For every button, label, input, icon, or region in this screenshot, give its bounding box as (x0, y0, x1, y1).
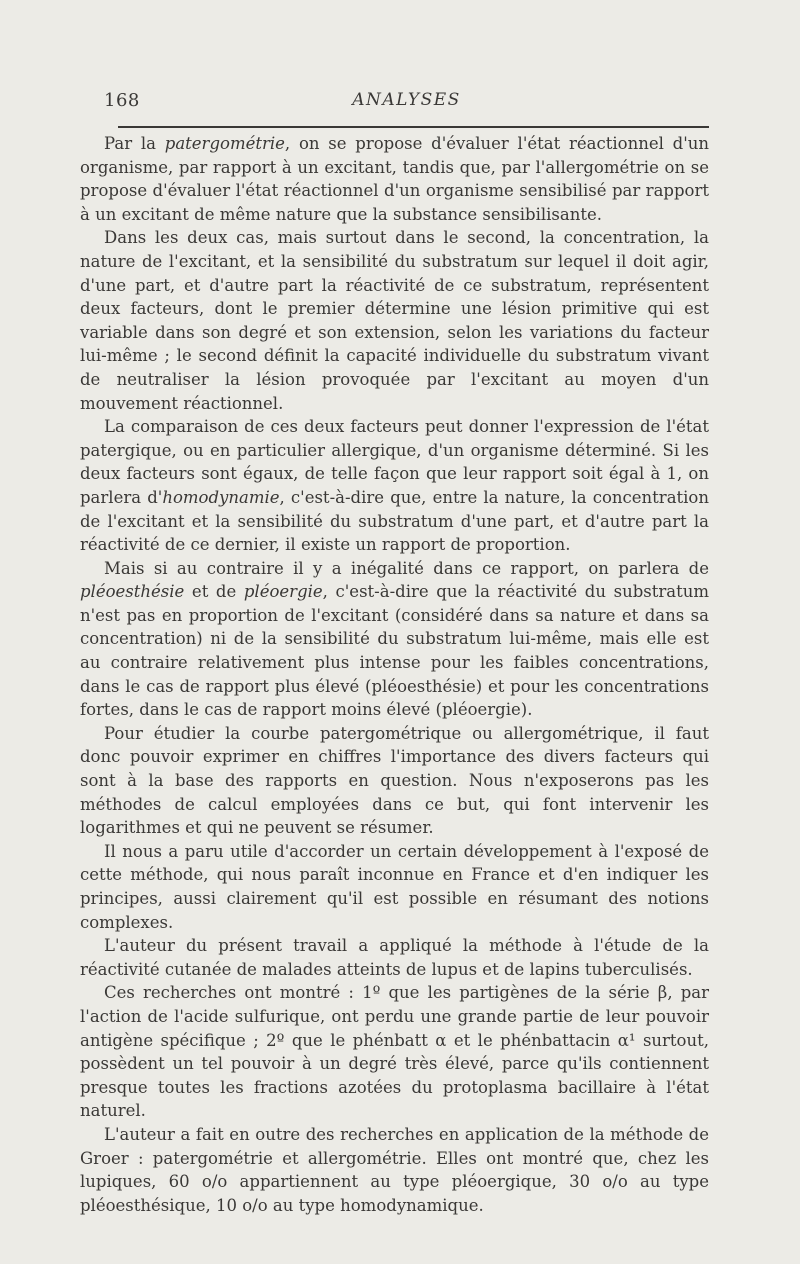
paragraph (80, 226, 709, 415)
paragraph (80, 415, 709, 557)
text-run: , c'est-à-dire que la réactivité du substratum n'est pas en proportion de l'excitant (considéré dans sa nature et dans sa concentration) ni de la sensibilité du substratum lui-même, mais elle est au contraire relativement plus intense pour les faibles concentrations, dans le cas de rapport plus élevé (pléoesthésie) et pour les concentrations fortes, dans le cas de rapport moins élevé (pléoergie). (80, 582, 709, 720)
text-run: Dans les deux cas, mais surtout dans le second, la concentration, la nature de l'excitant, et la sensibilité du substratum sur lequel il doit agir, d'une part, et d'autre part la réactivité de ce substratum, représentent deux facteurs, dont le premier détermine une lésion primitive qui est variable dans son degré et son extension, selon les variations du facteur lui-même ; le second définit la capacité individuelle du substratum vivant de neutraliser la lésion provoquée par l'excitant au moyen d'un mouvement réactionnel. (80, 228, 709, 413)
paragraph (80, 1123, 709, 1217)
paragraph (80, 934, 709, 981)
header-rule (118, 126, 709, 128)
italic-term: homodynamie (162, 487, 280, 507)
paragraph (80, 722, 709, 840)
text-run: Pour étudier la courbe patergométrique ou allergométrique, il faut donc pouvoir exprimer en chiffres l'importance des divers facteurs qui sont à la base des rapports en question. Nous n'exposerons pas les méthodes de calcul employées dans ce but, qui font intervenir les logarithmes et qui ne peuvent se résumer. (80, 723, 709, 838)
paragraph (80, 981, 709, 1123)
text-run: et de (184, 582, 244, 602)
italic-term: patergométrie (164, 134, 285, 153)
text-run: La comparaison de ces deux facteurs peut donner l'expression de l'état patergique, ou en particulier allergique, d'un organisme déterminé. Si les deux facteurs sont égaux, de telle façon que leur rapport soit égal à 1, on parlera d' (80, 417, 709, 507)
paragraph (80, 132, 709, 226)
paragraph (80, 557, 709, 722)
text-run: L'auteur a fait en outre des recherches en application de la méthode de Groer : patergométrie et allergométrie. Elles ont montré que, chez les lupiques, 60 o/o appartiennent au type pléoergique, 30 o/o au type pléoesthésique, 10 o/o au type homodynamique. (80, 1124, 709, 1215)
text-run: Il nous a paru utile d'accorder un certain développement à l'exposé de cette méthode, qui nous paraît inconnue en France et d'en indiquer les principes, aussi clairement qu'il est possible en résumant des notions complexes. (80, 841, 709, 932)
text-run: , c'est-à-dire que, entre la nature, la concentration de l'excitant et la sensibilité du substratum d'une part, et d'autre part la réactivité de ce dernier, il existe un rapport de proportion. (80, 487, 709, 555)
text-run: L'auteur du présent travail a appliqué la méthode à l'étude de la réactivité cutanée de malades atteints de lupus et de lapins tuberculisés. (80, 936, 709, 979)
text-run: Mais si au contraire il y a inégalité dans ce rapport, on parlera de (104, 558, 709, 578)
paragraph (80, 840, 709, 934)
page-header (104, 90, 709, 116)
text-run: Ces recherches ont montré : 1º que les partigènes de la série β, par l'action de l'acide sulfurique, ont perdu une grande partie de leur pouvoir antigène spécifique ; 2º que le phénbatt α et le phénbattacin α¹ surtout, possèdent un tel pouvoir à un degré très élevé, parce qu'ils contiennent presque toutes les fractions azotées du protoplasma bacillaire à l'état naturel. (80, 983, 709, 1121)
running-title: ANALYSES (352, 90, 461, 110)
text-run: , on se propose d'évaluer l'état réactionnel d'un organisme, par rapport à un excitant, tandis que, par l'allergométrie on se propose d'évaluer l'état réactionnel d'un organisme sensibilisé par rapport à un excitant de même nature que la substance sensibilisante. (80, 134, 709, 224)
body-text (80, 132, 709, 1217)
text-run: Par la (104, 134, 165, 153)
italic-term: pléoergie (243, 582, 323, 602)
page-number: 168 (104, 90, 140, 111)
italic-term: pléoesthésie (80, 582, 185, 602)
